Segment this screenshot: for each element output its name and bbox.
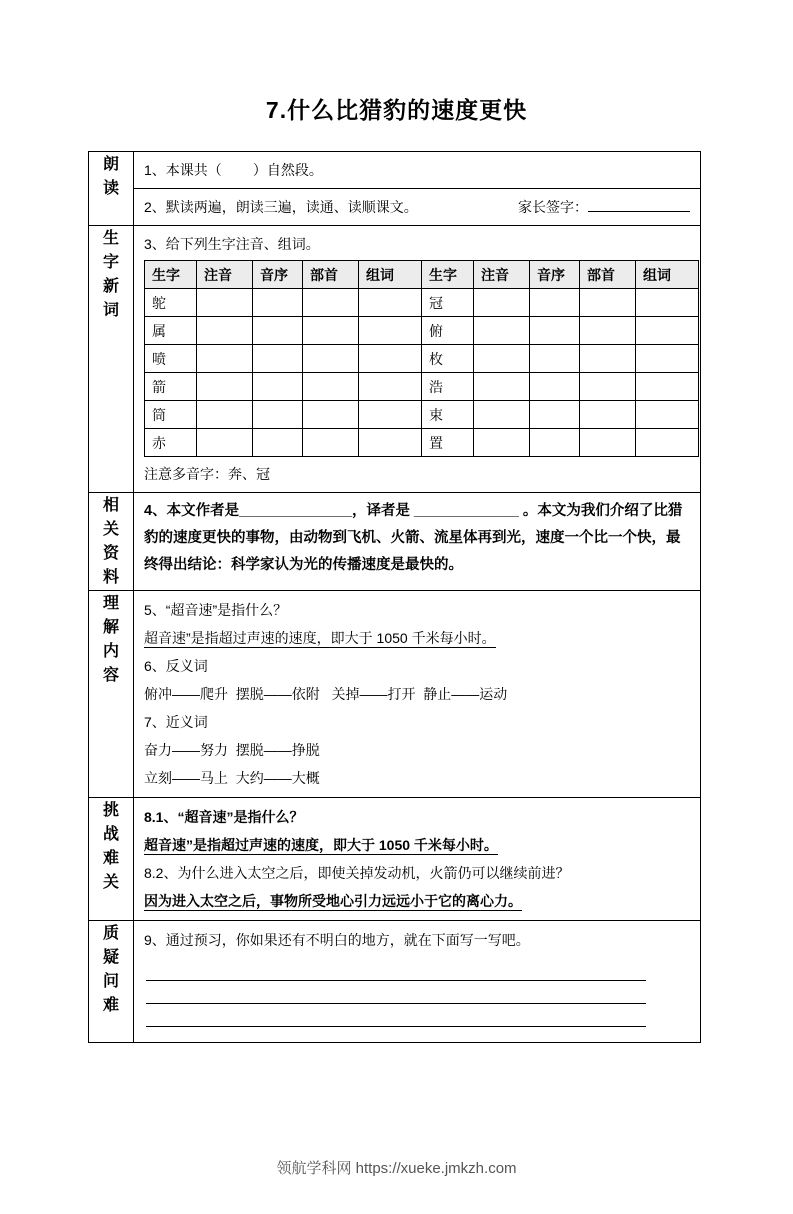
answer-8-2-text: 因为进入太空之后，事物所受地心引力远远小于它的离心力。 — [144, 893, 522, 909]
polyphone-note-label: 注意多音字： — [144, 466, 228, 482]
blank-cell — [580, 373, 636, 401]
blank-cell — [636, 373, 699, 401]
blank-cell — [197, 317, 253, 345]
blank-cell — [530, 317, 580, 345]
char-cell: 赤 — [145, 429, 197, 457]
question-6: 6、反义词 — [144, 658, 208, 674]
col-header: 部首 — [303, 261, 359, 289]
blank-cell — [359, 429, 422, 457]
col-header: 注音 — [197, 261, 253, 289]
section-header-lijie — [89, 591, 134, 798]
section-langdu-row2 — [89, 189, 701, 226]
section-header-label: 理 解 内 容 — [102, 595, 119, 684]
blank-cell — [253, 317, 303, 345]
blank-cell — [253, 289, 303, 317]
blank-cell — [636, 429, 699, 457]
section-header-shengzi — [89, 226, 134, 493]
answer-5 — [144, 624, 690, 652]
col-header: 音序 — [530, 261, 580, 289]
characters-table-header-row — [145, 261, 699, 289]
blank-cell — [359, 289, 422, 317]
parent-signature — [518, 194, 690, 220]
section-lijie — [89, 591, 701, 798]
blank-cell — [197, 401, 253, 429]
answer-5-text: 超音速”是指超过声速的速度，即大于 1050 千米每小时。 — [144, 630, 496, 646]
blank-cell — [474, 373, 530, 401]
col-header: 部首 — [580, 261, 636, 289]
section-shengzi — [89, 226, 701, 493]
tiaozhan-cell — [134, 798, 701, 921]
blank-cell — [530, 345, 580, 373]
writing-line — [146, 981, 646, 1004]
polyphone-note-chars: 奔、冠 — [228, 466, 270, 482]
col-header: 注音 — [474, 261, 530, 289]
question-5: 5、“超音速”是指什么？ — [144, 602, 288, 618]
writing-line — [146, 958, 646, 981]
table-row — [145, 345, 699, 373]
blank-cell — [359, 317, 422, 345]
blank-cell — [580, 289, 636, 317]
blank-cell — [580, 317, 636, 345]
lijie-cell — [134, 591, 701, 798]
char-cell: 浩 — [422, 373, 474, 401]
langdu-item2-cell — [134, 189, 701, 226]
blank-cell — [474, 289, 530, 317]
page-title: 7.什么比猎豹的速度更快 — [265, 97, 528, 123]
parent-signature-label: 家长签字： — [518, 199, 588, 215]
blank-cell — [253, 429, 303, 457]
blank-cell — [580, 429, 636, 457]
blank-cell — [253, 345, 303, 373]
blank-cell — [303, 345, 359, 373]
blank-cell — [474, 401, 530, 429]
char-cell: 枚 — [422, 345, 474, 373]
zhiyi-cell — [134, 921, 701, 1043]
col-header: 组词 — [636, 261, 699, 289]
blank-cell — [580, 345, 636, 373]
section-header-label: 朗 读 — [102, 156, 119, 197]
char-cell: 鸵 — [145, 289, 197, 317]
blank-cell — [530, 373, 580, 401]
blank-cell — [359, 373, 422, 401]
blank-cell — [253, 401, 303, 429]
blank-cell — [636, 345, 699, 373]
synonyms-text-1: 奋力——努力 摆脱——挣脱 — [144, 742, 320, 758]
answer-8-2 — [144, 887, 690, 915]
blank-cell — [303, 429, 359, 457]
col-header: 组词 — [359, 261, 422, 289]
section-langdu — [89, 152, 701, 189]
shengzi-instruction: 3、给下列生字注音、组词。 — [144, 236, 320, 252]
table-row — [145, 429, 699, 457]
section-header-tiaozhan — [89, 798, 134, 921]
section-header-label: 生 字 新 词 — [102, 230, 119, 319]
section-header-zhiyi — [89, 921, 134, 1043]
blank-cell — [530, 429, 580, 457]
antonyms-text: 俯冲——爬升 摆脱——依附 关掉——打开 静止——运动 — [144, 686, 508, 702]
watermark-footer: 领航学科网 https://xueke.jmkzh.com — [276, 1160, 517, 1177]
section-header-label: 相 关 资 料 — [102, 497, 119, 586]
blank-cell — [474, 429, 530, 457]
blank-cell — [197, 373, 253, 401]
langdu-item1-cell — [134, 152, 701, 189]
blank-cell — [253, 373, 303, 401]
writing-area — [144, 954, 690, 1037]
parent-signature-blank — [588, 199, 690, 212]
char-cell: 束 — [422, 401, 474, 429]
section-zhiyi — [89, 921, 701, 1043]
characters-table — [144, 260, 699, 457]
blank-cell — [474, 345, 530, 373]
question-7: 7、近义词 — [144, 714, 208, 730]
section-header-langdu — [89, 152, 134, 226]
blank-cell — [359, 345, 422, 373]
char-cell: 俯 — [422, 317, 474, 345]
question-8-2: 8.2、为什么进入太空之后，即使关掉发动机，火箭仍可以继续前进？ — [144, 865, 570, 881]
writing-line — [146, 1004, 646, 1027]
blank-cell — [530, 401, 580, 429]
blank-cell — [580, 401, 636, 429]
char-cell: 箭 — [145, 373, 197, 401]
answer-8-1 — [144, 831, 690, 859]
section-xiangguan — [89, 493, 701, 591]
blank-cell — [474, 317, 530, 345]
table-row — [145, 373, 699, 401]
blank-cell — [303, 317, 359, 345]
blank-cell — [636, 317, 699, 345]
langdu-item2-text: 2、默读两遍，朗读三遍，读通、读顺课文。 — [144, 199, 418, 215]
section-tiaozhan — [89, 798, 701, 921]
table-row — [145, 317, 699, 345]
section-header-label: 挑 战 难 关 — [102, 802, 119, 891]
char-cell: 置 — [422, 429, 474, 457]
table-row — [145, 289, 699, 317]
question-8-1: 8.1、“超音速”是指什么？ — [144, 809, 304, 825]
author-summary-text: 4、本文作者是______________，译者是 _____________ 。本文为我们介绍了比猎豹的速度更快的事物，由动物到飞机、火箭、流星体再到光，速度一个比一个快，最终得出结论：科学家认为光的传播速度是最快的。 — [144, 503, 683, 573]
blank-cell — [636, 401, 699, 429]
blank-cell — [303, 373, 359, 401]
polyphone-note — [144, 461, 690, 487]
answer-8-1-text: 超音速”是指超过声速的速度，即大于 1050 千米每小时。 — [144, 837, 498, 853]
blank-cell — [636, 289, 699, 317]
shengzi-cell — [134, 226, 701, 493]
blank-cell — [303, 289, 359, 317]
xiangguan-cell — [134, 493, 701, 591]
col-header: 生字 — [422, 261, 474, 289]
char-cell: 属 — [145, 317, 197, 345]
blank-cell — [530, 289, 580, 317]
char-cell: 筒 — [145, 401, 197, 429]
blank-cell — [197, 289, 253, 317]
table-row — [145, 401, 699, 429]
question-9: 9、通过预习，你如果还有不明白的地方，就在下面写一写吧。 — [144, 932, 530, 948]
section-header-label: 质 疑 问 难 — [102, 925, 119, 1014]
langdu-item1-text: 1、本课共（ ）自然段。 — [144, 162, 323, 178]
blank-cell — [359, 401, 422, 429]
synonyms-text-2: 立刻——马上 大约——大概 — [144, 770, 320, 786]
section-header-xiangguan — [89, 493, 134, 591]
char-cell: 喷 — [145, 345, 197, 373]
char-cell: 冠 — [422, 289, 474, 317]
col-header: 音序 — [253, 261, 303, 289]
blank-cell — [303, 401, 359, 429]
blank-cell — [197, 345, 253, 373]
worksheet-table — [88, 151, 701, 1043]
col-header: 生字 — [145, 261, 197, 289]
blank-cell — [197, 429, 253, 457]
